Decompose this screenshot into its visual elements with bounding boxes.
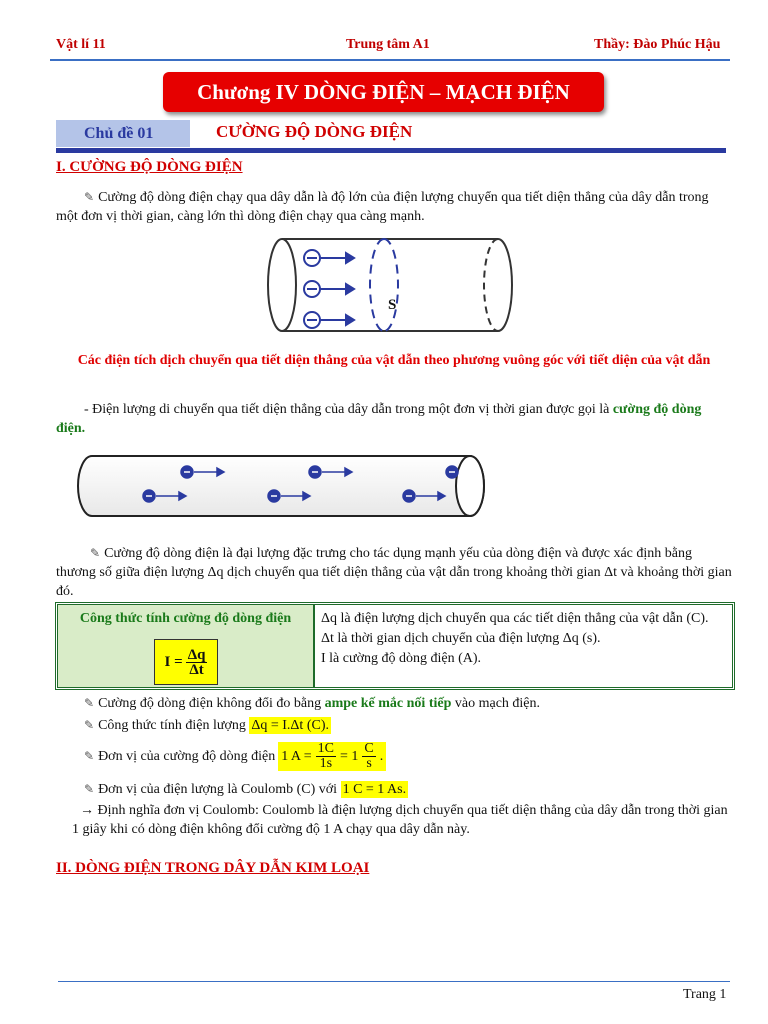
note-4-text: Đơn vị của điện lượng là Coulomb (C) với (98, 782, 341, 797)
note-2-text: Công thức tính điện lượng (98, 718, 250, 733)
pointer-icon: ✎ (84, 190, 95, 204)
header-rule (50, 59, 730, 61)
wire-charges-figure (72, 452, 496, 526)
topic-tab: Chủ đề 01 (56, 120, 190, 147)
unit-den-1: 1s (319, 756, 333, 771)
formula-denominator: Δt (189, 661, 204, 678)
note-1-emph: ampe kế mắc nối tiếp (324, 696, 452, 711)
unit-fraction-1 (316, 742, 336, 771)
topic-rule (56, 148, 726, 153)
coulomb-equivalence: 1 C = 1 As. (342, 782, 407, 797)
formula-box-definitions (315, 605, 732, 687)
pointer-icon: ✎ (84, 696, 95, 710)
para-2-text: - Điện lượng di chuyển qua tiết diện thẳng của dây dẫn trong một đơn vị thời gian được gọi là (84, 402, 613, 417)
page-number: Trang 1 (683, 987, 727, 1002)
note-2 (84, 716, 331, 735)
charge-2 (304, 281, 354, 297)
section-1-para-1 (56, 188, 732, 226)
unit-a: 1 A = (281, 749, 312, 764)
note-3 (84, 742, 386, 771)
def-dq: Δq là điện lượng dịch chuyển qua các tiết diện thẳng của vật dẫn (C). (321, 611, 709, 626)
footer-rule (58, 981, 730, 982)
pointer-icon: ✎ (84, 749, 95, 763)
pointer-icon: ✎ (84, 782, 95, 796)
note-1 (84, 694, 540, 713)
def-i: I là cường độ dòng điện (A). (321, 651, 482, 666)
para-3-text: Cường độ dòng điện là đại lượng đặc trưng cho tác dụng mạnh yếu của dòng điện và được xác định bằng thương số giữa điện lượng Δq dịch chuyển qua tiết diện thẳng của vật dẫn trong khoảng thời gian Δt và khoảng thời gian đó. (56, 546, 732, 599)
note-5: → Định nghĩa đơn vị Coulomb: Coulomb là điện lượng dịch chuyển qua tiết diện thẳng của dây dẫn trong thời gian 1 giây khi có dòng điện không đổi cường độ 1 A chạy qua dây dẫn này. (72, 803, 728, 837)
charge-3 (304, 312, 354, 328)
section-1-para-2 (56, 400, 732, 438)
ampere-unit-formula: 1 A = $\frac{1C}{1s}$ = 1 $\frac{C}{s}$ . (278, 742, 386, 771)
section-2-title: II. DÒNG ĐIỆN TRONG DÂY DẪN KIM LOẠI (56, 860, 370, 876)
para-2-emph: cường độ dòng điện. (56, 402, 702, 436)
para-1-text: Cường độ dòng điện chạy qua dây dẫn là độ lớn của điện lượng chuyển qua tiết diện thẳng của dây dẫn trong một đơn vị thời gian, càng lớn thì dòng điện chạy qua càng mạnh. (56, 190, 709, 224)
cross-section-label: S (388, 297, 397, 313)
section-1-para-3 (56, 544, 732, 601)
note-1-after: vào mạch điện. (451, 696, 541, 711)
header-teacher: Thầy: Đào Phúc Hậu (594, 37, 721, 52)
current-formula (154, 639, 218, 685)
note-4 (84, 780, 408, 799)
figure-caption: Các điện tích dịch chuyển qua tiết diện thẳng của vật dẫn theo phương vuông góc với tiết diện của vật dẫn (77, 353, 711, 368)
pointer-icon: ✎ (84, 718, 95, 732)
formula-fraction (186, 648, 208, 677)
topic-title: CƯỜNG ĐỘ DÒNG ĐIỆN (216, 122, 413, 141)
unit-num-1: 1C (317, 741, 335, 756)
def-dt: Δt là thời gian dịch chuyển của điện lượng Δq (s). (321, 631, 601, 646)
header-center: Trung tâm A1 (346, 37, 430, 52)
header-subject: Vật lí 11 (56, 37, 106, 52)
unit-b: = 1 (340, 749, 359, 764)
chapter-title: Chương IV DÒNG ĐIỆN – MẠCH ĐIỆN (163, 72, 604, 112)
charge-1 (304, 250, 354, 266)
note-1-text: Cường độ dòng điện không đổi đo bằng (98, 696, 325, 711)
note-3-text: Đơn vị của cường độ dòng điện (98, 749, 276, 764)
unit-den-2: s (366, 756, 372, 771)
formula-lhs: I = (164, 653, 183, 670)
unit-num-2: C (364, 741, 374, 756)
conductor-cross-section-figure (262, 233, 522, 337)
unit-fraction-2 (362, 742, 375, 771)
pointer-icon: ✎ (90, 546, 101, 560)
section-1-title: I. CƯỜNG ĐỘ DÒNG ĐIỆN (56, 159, 243, 175)
formula-numerator: Δq (187, 646, 206, 663)
formula-box (55, 602, 735, 690)
charge-formula: Δq = I.Δt (C). (251, 718, 329, 733)
formula-box-left (58, 605, 315, 687)
formula-box-heading: Công thức tính cường độ dòng điện (79, 611, 292, 626)
